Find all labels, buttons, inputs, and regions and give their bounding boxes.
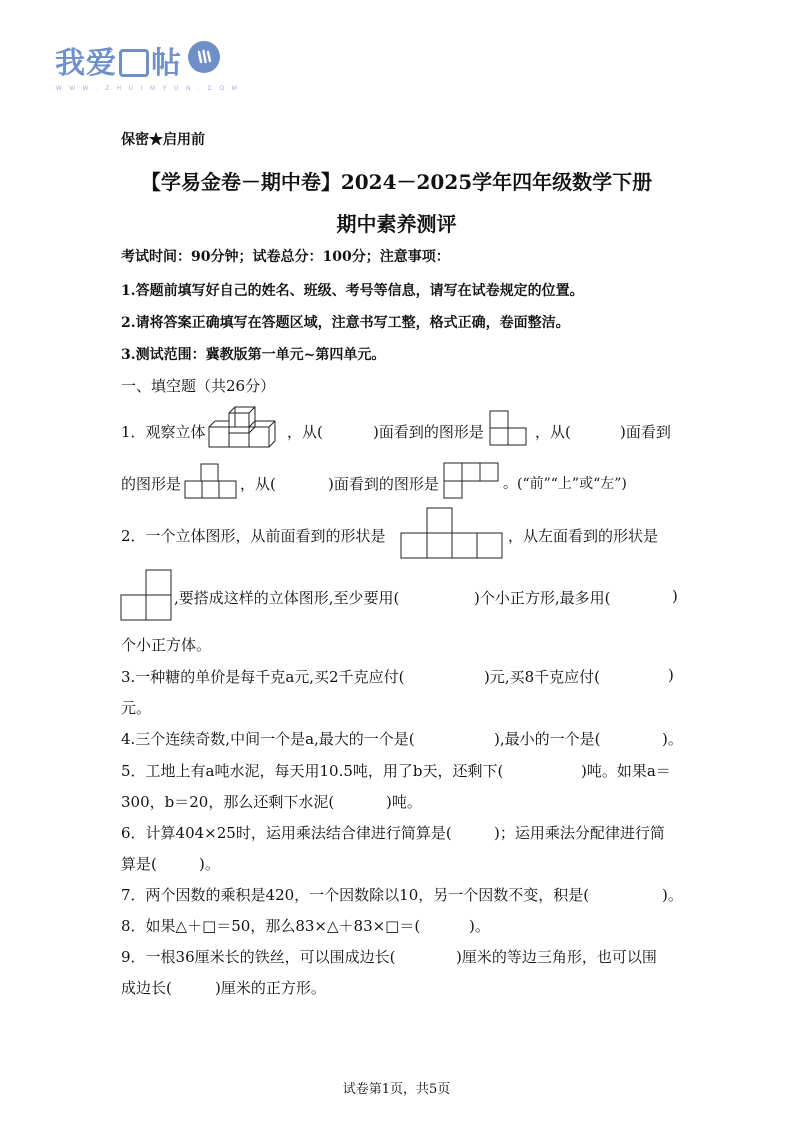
q2-left-view-figure — [120, 569, 174, 623]
q5-text-b: )吨。如果a＝ — [581, 762, 671, 780]
q9-text-b: )厘米的等边三角形，也可以围 — [456, 948, 657, 966]
q2-front-view-figure — [400, 507, 506, 561]
q4-text-b: ),最小的一个是( — [494, 730, 601, 748]
exam-info: 考试时间：90分钟；试卷总分：100分；注意事项： — [121, 249, 450, 265]
q1-solid-figure — [207, 405, 279, 449]
logo-chat-icon — [188, 41, 220, 73]
q2-text-d: )个小正方形,最多用( — [474, 589, 611, 607]
q1-text-i: 。(“前”“上”或“左”) — [503, 476, 627, 492]
q7-text-a: 7．两个因数的乘积是420，一个因数除以10，另一个因数不变，积是( — [121, 886, 590, 904]
q9-text-a: 9．一根36厘米长的铁丝，可以围成边长( — [121, 948, 396, 966]
logo-url: W W W . Z H U I M Y U N . C O M — [56, 86, 240, 92]
q4-text-a: 4.三个连续奇数,中间一个是a,最大的一个是( — [121, 730, 415, 748]
q1-view-figure-2 — [184, 463, 238, 499]
q6-text-d: )。 — [199, 855, 220, 873]
q6-text-a: 6．计算404×25时，运用乘法结合律进行简算是( — [121, 824, 452, 842]
section-title: 一、填空题（共26分） — [121, 377, 276, 395]
q1-text-g: ，从( — [240, 475, 276, 493]
q5-text-a: 5．工地上有a吨水泥，每天用10.5吨，用了b天，还剩下( — [121, 762, 504, 780]
q9-text-c: 成边长( — [121, 979, 172, 997]
q6-text-c: 算是( — [121, 855, 157, 873]
q3-text-d: 元。 — [121, 699, 152, 717]
q3-text-a: 3.一种糖的单价是每千克a元,买2千克应付( — [121, 668, 405, 686]
logo-text-2: 帖 — [151, 46, 182, 81]
q2-text-e: ) — [672, 587, 678, 605]
q2-text-c: ,要搭成这样的立体图形,至少要用( — [174, 589, 400, 607]
brand-logo — [55, 38, 182, 82]
q3-text-c: ) — [668, 666, 674, 684]
q9-text-d: )厘米的正方形。 — [215, 979, 326, 997]
q1-view-figure-1 — [489, 410, 529, 446]
q2-text-b: ，从左面看到的形状是 — [508, 527, 659, 545]
q7-text-b: )。 — [662, 886, 683, 904]
logo-glyph-box — [119, 49, 149, 77]
q1-view-figure-3 — [443, 462, 501, 500]
q1-text-a: 1．观察立体 — [121, 423, 206, 441]
q6-text-b: )；运用乘法分配律进行简 — [494, 824, 665, 842]
note-3: 3.测试范围：冀教版第一单元~第四单元。 — [121, 347, 386, 363]
logo-text: 我爱 — [55, 46, 117, 81]
note-2: 2.请将答案正确填写在答题区域，注意书写工整，格式正确，卷面整洁。 — [121, 315, 570, 331]
page-subtitle: 期中素养测评 — [336, 212, 457, 236]
q4-text-c: )。 — [662, 730, 683, 748]
q1-text-c: )面看到的图形是 — [373, 423, 484, 441]
q1-text-d: ，从( — [535, 423, 571, 441]
q3-text-b: )元,买8千克应付( — [484, 668, 601, 686]
confidential-label: 保密★启用前 — [121, 132, 205, 148]
q5-text-d: )吨。 — [386, 793, 422, 811]
page-title: 【学易金卷－期中卷】2024－2025学年四年级数学下册 — [140, 170, 653, 194]
q1-text-h: )面看到的图形是 — [328, 475, 439, 493]
q5-text-c: 300，b＝20，那么还剩下水泥( — [121, 793, 335, 811]
q1-text-b: ，从( — [287, 423, 323, 441]
note-1: 1.答题前填写好自己的姓名、班级、考号等信息，请写在试卷规定的位置。 — [121, 283, 584, 299]
q8-text-a: 8．如果△＋□＝50，那么83×△＋83×□＝( — [121, 917, 421, 935]
q1-text-f: 的图形是 — [121, 475, 182, 493]
q8-text-b: )。 — [469, 917, 490, 935]
q1-text-e: )面看到 — [620, 423, 671, 441]
page-number: 试卷第1页，共5页 — [342, 1082, 451, 1097]
q2-text-f: 个小正方体。 — [121, 636, 212, 654]
q2-text-a: 2．一个立体图形，从前面看到的形状是 — [121, 527, 386, 545]
